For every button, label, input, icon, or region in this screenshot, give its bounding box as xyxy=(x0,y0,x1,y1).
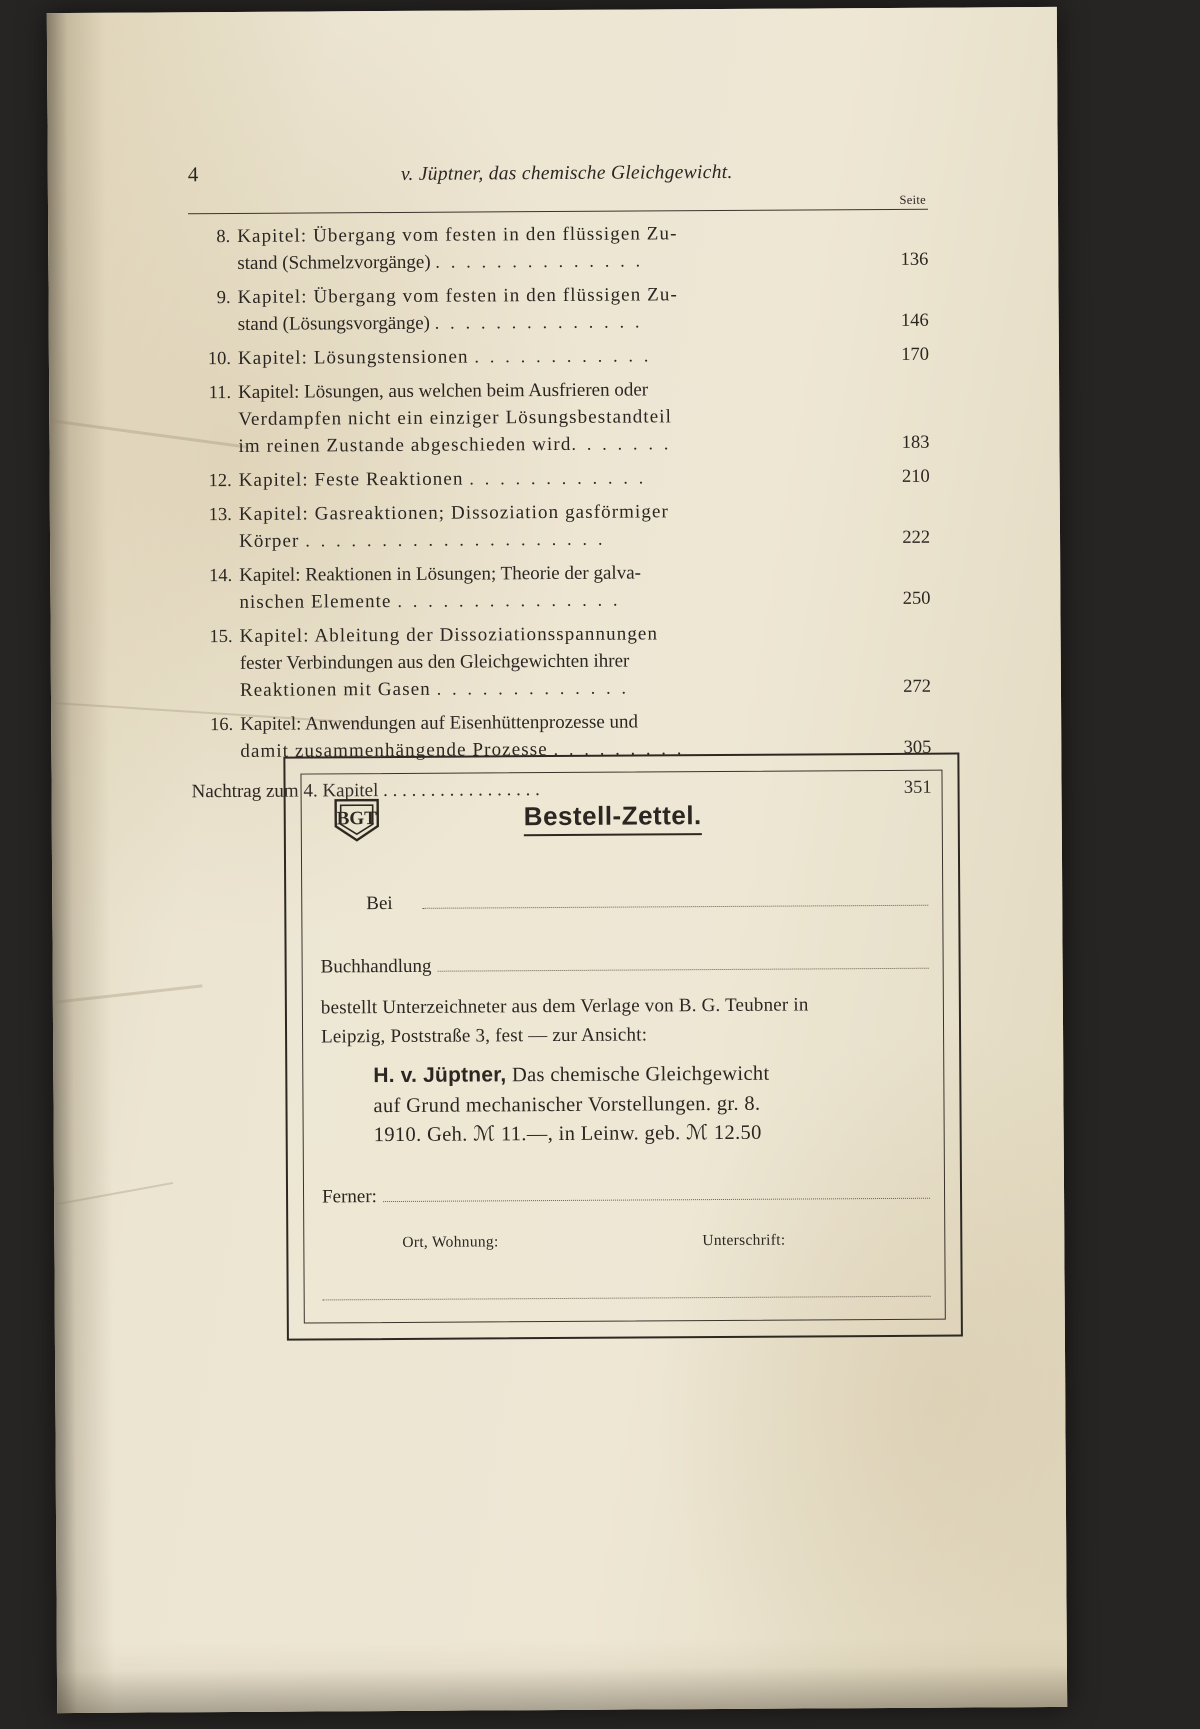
running-title: v. Jüptner, das chemische Gleichgewicht. xyxy=(400,161,733,185)
toc-line: Kapitel: Anwendungen auf Eisenhüttenprozesse und xyxy=(240,711,639,736)
toc-entry xyxy=(188,220,928,278)
toc-line xyxy=(239,525,876,556)
leader-dots: . . . . . . . . . . . . . . xyxy=(435,250,644,272)
toc-number: 9. xyxy=(216,287,231,309)
toc-line: Kapitel: Lösungen, aus welchen beim Ausfrieren oder xyxy=(238,379,649,404)
toc-line xyxy=(237,247,874,278)
ferner-row xyxy=(322,1178,930,1209)
leader-dots: . . . . . . . . . . . . . . xyxy=(434,311,643,333)
signature-input-line[interactable] xyxy=(323,1295,931,1301)
toc-number: 11. xyxy=(208,383,232,404)
toc-page-number: 351 xyxy=(903,777,932,798)
signature-row xyxy=(322,1231,930,1253)
toc-page-number: 210 xyxy=(901,466,930,487)
order-form-content xyxy=(320,777,931,1321)
toc-page-number: 146 xyxy=(900,310,929,331)
order-form-header xyxy=(320,777,928,855)
page-header xyxy=(188,158,928,188)
order-form xyxy=(283,753,963,1341)
toc-entry xyxy=(190,464,930,496)
paper-sheet xyxy=(47,7,1067,1713)
toc-text xyxy=(239,559,876,617)
book-author: H. v. Jüptner, xyxy=(373,1063,507,1088)
leader-dots: . . . . . . . xyxy=(571,433,672,454)
toc-line-text: Reaktionen mit Gasen xyxy=(239,678,431,702)
toc-line xyxy=(238,342,875,373)
order-paragraph xyxy=(321,991,929,1052)
toc-number: 13. xyxy=(208,505,232,526)
toc-page-number: 183 xyxy=(901,432,930,453)
order-form-title-text: Bestell-Zettel. xyxy=(524,800,702,836)
toc-entry xyxy=(188,281,928,339)
toc-page-number: 136 xyxy=(900,249,929,270)
table-of-contents xyxy=(188,220,932,807)
order-paragraph-line1: bestellt Unterzeichneter aus dem Verlage von B. G. Teubner in xyxy=(320,994,809,1019)
toc-line: fester Verbindungen aus den Gleichgewichten ihrer xyxy=(239,650,630,675)
book-entry xyxy=(321,1058,930,1152)
order-form-title xyxy=(388,798,928,832)
buchhandlung-label: Buchhandlung xyxy=(320,955,432,978)
page-number: 4 xyxy=(187,162,199,187)
paper-left-edge-shadow xyxy=(47,13,115,1713)
buchhandlung-input[interactable] xyxy=(437,948,928,972)
toc-line-text: Kapitel: Feste Reaktionen xyxy=(238,468,464,491)
toc-line xyxy=(239,586,876,617)
leader-dots: . . . . . . . . . . . . . . . xyxy=(397,589,621,612)
toc-line xyxy=(240,674,877,705)
ferner-label: Ferner: xyxy=(321,1186,377,1208)
toc-line: Kapitel: Gasreaktionen; Dissoziation gasförmiger xyxy=(238,501,670,526)
toc-number: 10. xyxy=(207,348,231,369)
toc-number: 16. xyxy=(209,715,234,736)
ort-wohnung-label: Ort, Wohnung: xyxy=(402,1233,499,1252)
toc-line-text: Körper xyxy=(238,530,300,553)
ferner-input[interactable] xyxy=(383,1178,930,1202)
bei-input[interactable] xyxy=(422,885,928,909)
toc-page-number: 250 xyxy=(902,588,931,609)
leader-dots: . . . . . . . . . . . . xyxy=(469,467,647,489)
toc-text xyxy=(239,498,876,556)
toc-text xyxy=(237,281,874,339)
buchhandlung-row xyxy=(321,948,929,979)
toc-line: Kapitel: Ableitung der Dissoziationsspannungen xyxy=(239,623,659,648)
toc-line-text: Kapitel: Lösungstensionen xyxy=(237,346,469,369)
toc-text xyxy=(239,464,876,495)
toc-entry xyxy=(190,498,930,556)
book-title: Das chemische Gleichgewicht xyxy=(511,1062,770,1087)
paper-bottom-edge-shadow xyxy=(57,1637,1067,1713)
toc-entry xyxy=(190,559,930,617)
toc-line-text: stand (Lösungsvorgänge) xyxy=(237,312,431,335)
toc-line: Kapitel: Übergang vom festen in den flüssigen Zu- xyxy=(237,223,678,247)
order-paragraph-line2: Leipzig, Poststraße 3, fest — zur Ansicht: xyxy=(321,1023,648,1047)
toc-number: 14. xyxy=(209,566,233,587)
book-line2: auf Grund mechanischer Vorstellungen. gr. 8. xyxy=(373,1092,761,1117)
leader-dots: . . . . . . . . . xyxy=(553,738,685,760)
toc-entry xyxy=(189,376,929,461)
leader-dots: . . . . . . . . . . . . . . . . . . . . xyxy=(305,528,606,551)
svg-text:BGT: BGT xyxy=(336,808,377,830)
toc-number: 8. xyxy=(216,226,231,248)
toc-line xyxy=(238,430,875,461)
bei-label: Bei xyxy=(366,893,393,915)
toc-line-text: stand (Schmelzvorgänge) xyxy=(237,251,431,274)
book-line1 xyxy=(373,1058,929,1092)
publisher-logo-icon xyxy=(326,786,388,848)
bei-row xyxy=(320,885,928,916)
toc-line: Kapitel: Reaktionen in Lösungen; Theorie der galva- xyxy=(239,562,642,587)
leader-dots: . . . . . . . . . . . . . xyxy=(436,677,630,699)
toc-number: 12. xyxy=(208,471,232,492)
toc-entry xyxy=(191,620,931,705)
toc-text xyxy=(238,342,875,373)
page-content xyxy=(188,158,932,807)
column-header-seite: Seite xyxy=(899,192,927,207)
toc-text xyxy=(237,220,874,278)
toc-line: Kapitel: Übergang vom festen in den flüssigen Zu- xyxy=(237,284,678,308)
leader-dots: . . . . . . . . . . . . . . . . . xyxy=(383,779,540,802)
toc-line-text: im reinen Zustande abgeschieden wird xyxy=(238,433,572,458)
leader-dots: . . . . . . . . . . . . xyxy=(474,345,652,367)
toc-line-text: damit zusammenhängende Prozesse xyxy=(240,739,548,762)
toc-line: Verdampfen nicht ein einziger Lösungsbestandteil xyxy=(238,406,673,431)
toc-page-number: 305 xyxy=(903,737,932,758)
toc-page-number: 272 xyxy=(903,676,932,697)
toc-line xyxy=(239,464,876,495)
toc-line-text: nischen Elemente xyxy=(239,591,392,614)
toc-entry xyxy=(189,342,929,374)
book-line3: 1910. Geh. ℳ 11.—, in Leinw. geb. ℳ 12.50 xyxy=(373,1122,762,1147)
unterschrift-label: Unterschrift: xyxy=(702,1231,786,1250)
toc-number: 15. xyxy=(209,627,233,648)
toc-text xyxy=(240,620,877,705)
toc-line-text: Nachtrag zum 4. Kapitel xyxy=(191,780,379,803)
toc-line xyxy=(238,308,875,339)
toc-page-number: 170 xyxy=(901,344,929,365)
toc-text xyxy=(238,376,875,461)
toc-page-number: 222 xyxy=(902,527,931,548)
